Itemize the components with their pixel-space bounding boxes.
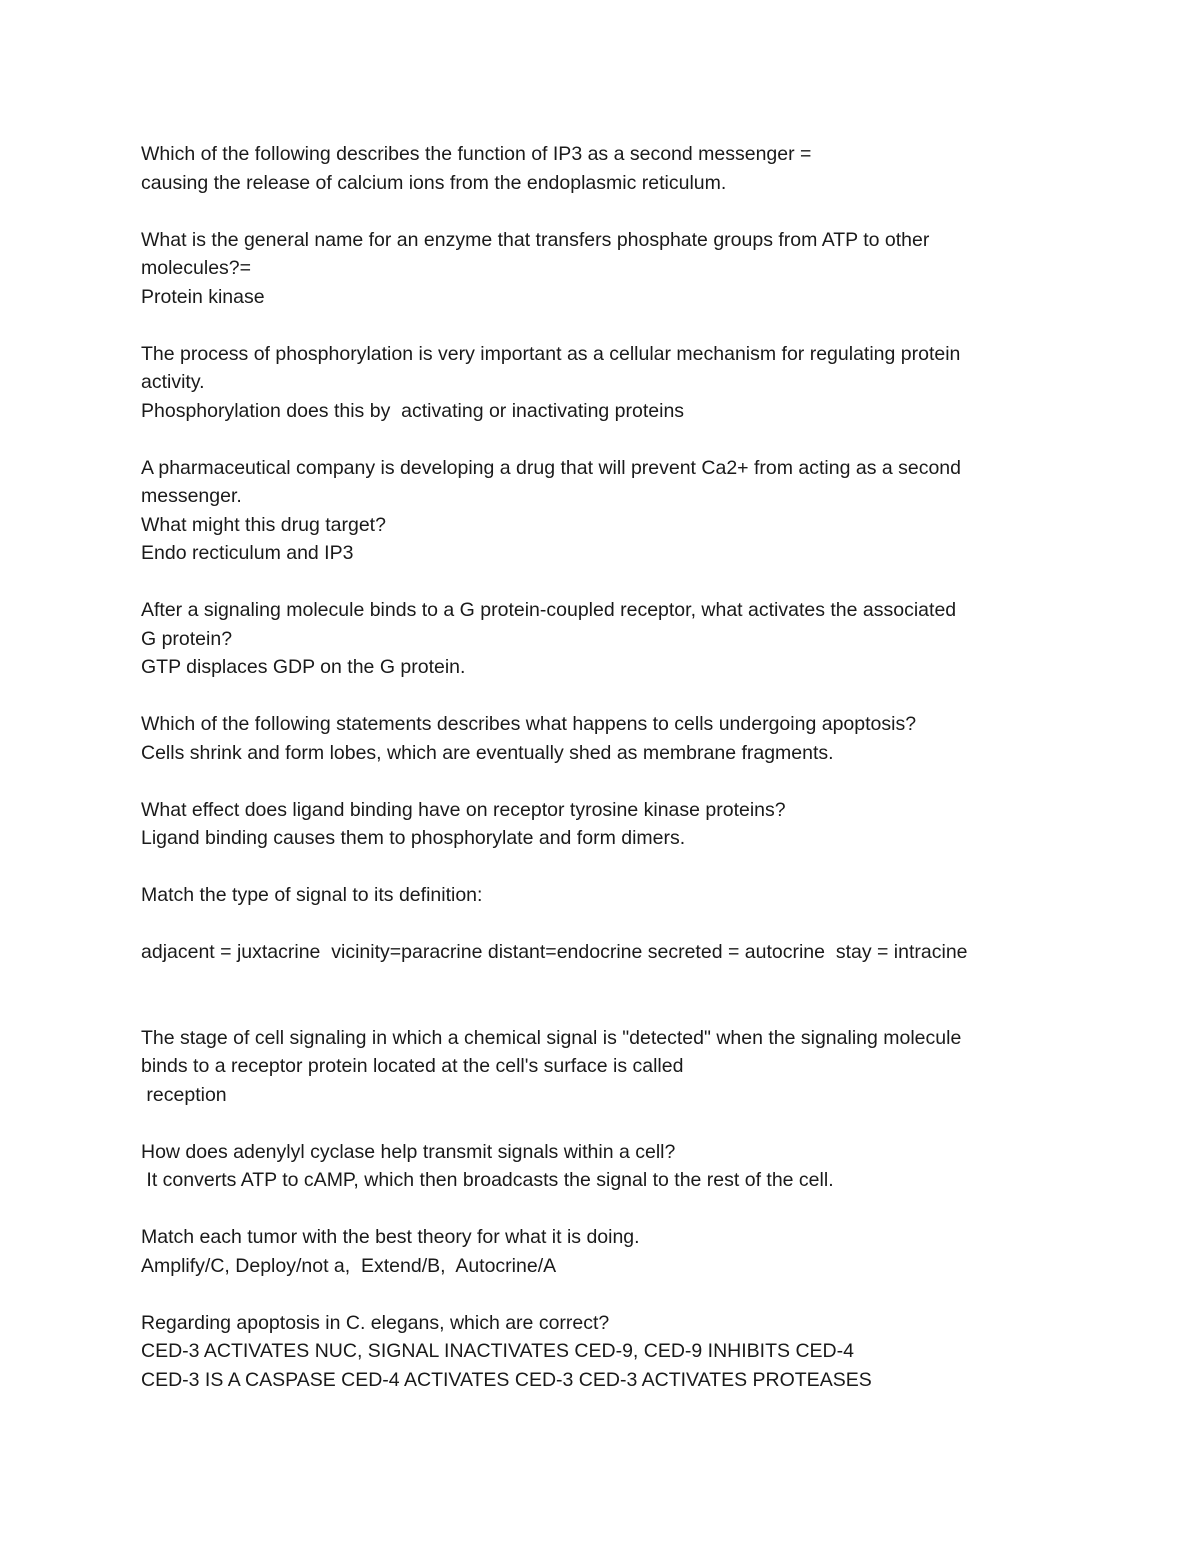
- blank-line: [141, 853, 1071, 882]
- text-line: messenger.: [141, 485, 242, 507]
- text-line: molecules?=: [141, 257, 252, 279]
- text-line: Phosphorylation does this by activating or inactivating proteins: [141, 399, 685, 422]
- text-line: Which of the following statements describes what happens to cells undergoing apoptosis?: [141, 713, 917, 735]
- text-line: Endo recticulum and IP3: [141, 542, 354, 564]
- text-line: Match the type of signal to its definition:: [141, 884, 483, 906]
- text-line: Amplify/C, Deploy/not a, Extend/B, Autocrine/A: [141, 1254, 557, 1277]
- text-line: After a signaling molecule binds to a G protein-coupled receptor, what activates the associated: [141, 599, 957, 621]
- blank-line: [141, 197, 1071, 226]
- text-line: What effect does ligand binding have on receptor tyrosine kinase proteins?: [141, 798, 786, 821]
- text-line: Regarding apoptosis in C. elegans, which are correct?: [141, 1311, 610, 1334]
- blank-line: [141, 1109, 1071, 1138]
- text-line: Match each tumor with the best theory for what it is doing.: [141, 1226, 640, 1248]
- blank-line: [141, 767, 1071, 796]
- blank-line: [141, 682, 1071, 711]
- blank-line: [141, 311, 1071, 340]
- text-line: What is the general name for an enzyme that transfers phosphate groups from ATP to other: [141, 228, 930, 251]
- blank-line: [141, 425, 1071, 454]
- text-line: Cells shrink and form lobes, which are eventually shed as membrane fragments.: [141, 741, 834, 764]
- text-line: GTP displaces GDP on the G protein.: [141, 656, 466, 678]
- document-body: [141, 140, 1071, 1394]
- text-line: reception: [141, 1083, 227, 1106]
- text-line: It converts ATP to cAMP, which then broadcasts the signal to the rest of the cell.: [141, 1169, 834, 1191]
- text-line: What might this drug target?: [141, 513, 386, 536]
- text-line: CED-3 IS A CASPASE CED-4 ACTIVATES CED-3 CED-3 ACTIVATES PROTEASES: [141, 1368, 872, 1391]
- text-line: How does adenylyl cyclase help transmit signals within a cell?: [141, 1140, 676, 1163]
- blank-line: [141, 1280, 1071, 1309]
- blank-line: [141, 995, 1071, 1024]
- blank-line: [141, 1195, 1071, 1224]
- text-line: CED-3 ACTIVATES NUC, SIGNAL INACTIVATES CED-9, CED-9 INHIBITS CED-4: [141, 1340, 854, 1362]
- text-line: Which of the following describes the function of IP3 as a second messenger =: [141, 143, 812, 165]
- text-line: G protein?: [141, 627, 233, 650]
- text-line: The process of phosphorylation is very important as a cellular mechanism for regulating protein: [141, 342, 961, 365]
- blank-line: [141, 967, 1071, 996]
- text-line: activity.: [141, 371, 205, 393]
- blank-line: [141, 568, 1071, 597]
- text-line: binds to a receptor protein located at the cell's surface is called: [141, 1055, 684, 1077]
- blank-line: [141, 910, 1071, 939]
- text-line: adjacent = juxtacrine vicinity=paracrine distant=endocrine secreted = autocrine stay = intracine: [141, 941, 968, 963]
- text-line: Ligand binding causes them to phosphorylate and form dimers.: [141, 827, 686, 849]
- text-line: causing the release of calcium ions from the endoplasmic reticulum.: [141, 171, 727, 194]
- text-line: Protein kinase: [141, 285, 265, 308]
- text-line: The stage of cell signaling in which a chemical signal is "detected" when the signaling molecule: [141, 1026, 962, 1049]
- text-line: A pharmaceutical company is developing a drug that will prevent Ca2+ from acting as a second: [141, 456, 961, 479]
